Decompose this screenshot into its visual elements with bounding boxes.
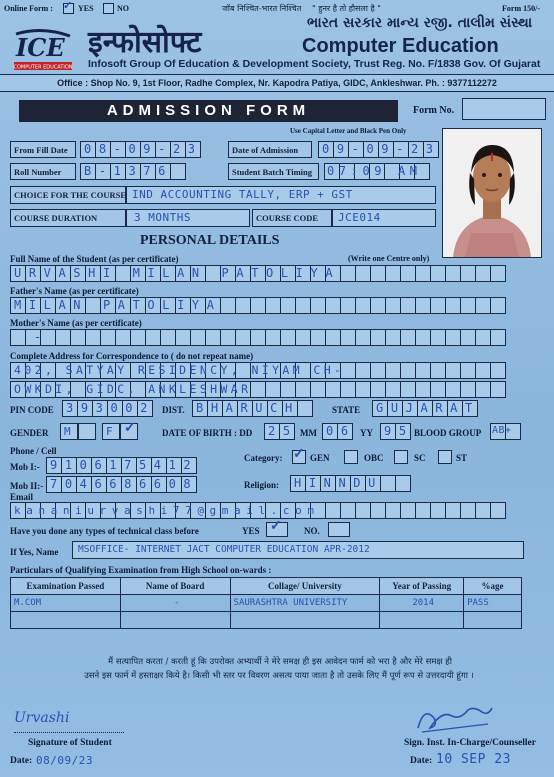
if-yes-label: If Yes, Name — [10, 547, 59, 557]
svg-text:ICE: ICE — [16, 33, 65, 62]
mother-name-label: Mother's Name (as per certificate) — [10, 318, 142, 328]
check-icon: ✓ — [63, 0, 73, 12]
email-value: kananiurvashi77@gmail.com — [14, 504, 320, 517]
mob2-value: 7046686608 — [50, 477, 199, 491]
form-fee: Form 150/- — [502, 4, 540, 13]
table-cell[interactable]: M.COM — [11, 595, 121, 612]
table-cell[interactable]: 2014 — [380, 595, 464, 612]
table-cell[interactable] — [11, 612, 121, 629]
table-row — [11, 595, 522, 612]
table-cell[interactable]: SAURASHTRA UNIVERSITY — [230, 595, 380, 612]
instruction-text: Use Capital Letter and Black Pen Only — [290, 127, 407, 135]
table-cell[interactable] — [380, 612, 464, 629]
address-label: Complete Address for Correspondence to ( do not repeat name) — [10, 351, 254, 361]
gender-f-value: F — [106, 425, 114, 438]
check-icon: ✓ — [270, 518, 282, 534]
student-signature-label: Signature of Student — [28, 738, 112, 748]
date-of-admission-label: Date of Admission — [228, 141, 312, 158]
student-date-value: 08/09/23 — [36, 754, 93, 767]
gender-m-value: M — [64, 425, 72, 438]
state-label: STATE — [332, 405, 361, 415]
district-value: BHARUCH — [196, 401, 300, 415]
address-line-1-value: 402, SATYAY RESIDENCY, NIYAM CH- — [14, 363, 345, 377]
student-photo — [442, 128, 542, 258]
from-fill-date-label: From Fill Date — [10, 141, 76, 158]
check-icon: ✓ — [124, 420, 136, 436]
table-cell[interactable] — [120, 612, 230, 629]
course-label: CHOICE FOR THE COURSE — [10, 186, 126, 204]
online-yes-label: YES — [78, 4, 94, 13]
duration-value: 3 MONTHS — [134, 211, 191, 224]
gender-label: GENDER — [10, 428, 49, 438]
course-value: IND ACCOUNTING TALLY, ERP + GST — [132, 188, 353, 201]
course-code-value: JCE014 — [338, 211, 381, 224]
counseller-date-label: Date: — [410, 756, 433, 766]
religion-value: HINNDU — [294, 476, 383, 490]
category-label: Category: — [244, 453, 283, 463]
form-no-label: Form No. — [413, 105, 455, 116]
category-st-checkbox[interactable] — [438, 450, 452, 464]
table-row — [11, 612, 522, 629]
blood-group-label: BLOOD GROUP — [414, 428, 482, 438]
dob-label: DATE OF BIRTH : DD — [162, 428, 253, 438]
mother-name-value: - — [34, 330, 49, 344]
technical-no-checkbox[interactable] — [328, 522, 350, 537]
full-name-label: Full Name of the Student (as per certificate) — [10, 254, 179, 264]
blood-group-value: AB+ — [492, 425, 512, 436]
office-line: Office : Shop No. 9, 1st Floor, Radhe Complex, Nr. Kapodra Patiya, GIDC, Ankleshwar. Ph. : 9377112272 — [0, 74, 554, 92]
brand-english: Computer Education — [302, 35, 499, 57]
dob-mm-label: MM — [300, 428, 317, 438]
table-header: Examination Passed — [11, 578, 121, 595]
phone-label: Phone / Cell — [10, 446, 57, 456]
technical-yes-label: YES — [242, 526, 260, 536]
infosoft-logo — [12, 24, 74, 72]
student-signature-line — [14, 732, 124, 733]
particulars-label: Particulars of Qualifying Examination from High School on-wards : — [10, 565, 272, 575]
category-st-label: ST — [456, 453, 468, 463]
category-obc-label: OBC — [364, 453, 384, 463]
table-header: Name of Board — [120, 578, 230, 595]
date-of-admission-value: 09-09-23 — [322, 142, 441, 156]
brand-hindi: इन्फोसोफ्ट — [88, 25, 202, 60]
dob-mm-value: 06 — [326, 424, 356, 438]
batch-timing-value: 07:09 AM — [327, 164, 422, 178]
write-one-note: (Write one Centre only) — [348, 254, 430, 263]
mob2-label: Mob II:- — [10, 481, 44, 491]
category-gen-label: GEN — [310, 453, 330, 463]
from-fill-date-value: 08-09-23 — [84, 142, 203, 156]
pin-code-value: 393002 — [66, 401, 155, 415]
table-cell[interactable]: PASS — [464, 595, 522, 612]
online-no-checkbox[interactable] — [103, 3, 114, 14]
svg-text:COMPUTER EDUCATION: COMPUTER EDUCATION — [13, 64, 73, 71]
counseller-date-value: 10 SEP 23 — [436, 752, 511, 767]
form-no-field[interactable] — [462, 98, 546, 120]
counseller-signature-label: Sign. Inst. In-Charge/Counseller — [404, 738, 536, 748]
qualification-table — [10, 577, 522, 629]
district-label: DIST. — [162, 405, 185, 415]
dob-dd-value: 25 — [268, 424, 298, 438]
dob-yy-label: YY — [360, 428, 373, 438]
if-yes-value: MSOFFICE- INTERNET JACT COMPUTER EDUCATION APR-2012 — [78, 544, 370, 555]
table-header: Year of Passing — [380, 578, 464, 595]
technical-question: Have you done any types of technical class before — [10, 526, 199, 536]
form-title: ADMISSION FORM — [19, 100, 398, 122]
state-value: GUJARAT — [376, 401, 480, 415]
declaration-line-2: उसने इस फार्म में हस्ताक्षर किये है। किसी भी स्तर पर विवरण असत्य पाया जाता है तो उसके लिए मैं पूर्ण रूप से उत्तरदायी हूंगा । — [84, 671, 474, 681]
roll-number-value: B-1376 — [84, 164, 173, 178]
full-name-value: URVASHI MILAN PATOLIYA — [14, 266, 341, 280]
mother-name-grid[interactable] — [10, 329, 505, 346]
student-date-label: Date: — [10, 756, 33, 766]
gender-m-check[interactable] — [78, 423, 96, 440]
gov-gujarati: ભારત સરકાર માન્ય રજી. તાલીમ સંસ્થા — [307, 15, 533, 31]
society-line: Infosoft Group Of Education & Development Society, Trust Reg. No. F/1838 Gov. Of Gujarat — [88, 58, 541, 70]
roll-number-label: Roll Number — [10, 163, 76, 180]
declaration-line-1: मैं सत्यापित करता / करती हूं कि उपरोक्त अभ्यार्थी ने मेरे समक्ष ही इस आवेदन फार्म को भरा है और मेरे समक्ष ही — [108, 657, 452, 667]
table-cell[interactable] — [230, 612, 380, 629]
mob1-value: 9106175412 — [50, 458, 199, 472]
category-obc-checkbox[interactable] — [344, 450, 358, 464]
personal-details-heading: PERSONAL DETAILS — [140, 233, 280, 248]
batch-timing-label: Student Batch Timing — [228, 163, 319, 180]
check-icon: ✓ — [293, 446, 305, 462]
father-name-value: MILAN PATOLIYA — [14, 298, 222, 312]
father-name-label: Father's Name (as per certificate) — [10, 286, 139, 296]
category-sc-checkbox[interactable] — [394, 450, 408, 464]
duration-label: COURSE DURATION — [10, 209, 126, 227]
table-header: Collage/ University — [230, 578, 380, 595]
table-cell[interactable]: - — [120, 595, 230, 612]
course-code-label: COURSE CODE — [252, 209, 332, 227]
motto-hindi: जॉब निश्चित-भारत निश्चित — [222, 4, 302, 13]
pin-code-label: PIN CODE — [10, 405, 54, 415]
address-line-2-value: OWKDI, GIDC, ANKLESHWAR — [14, 382, 252, 396]
online-no-label: NO — [117, 4, 129, 13]
table-header-row — [11, 578, 522, 595]
table-cell[interactable] — [464, 612, 522, 629]
email-label: Email — [10, 492, 34, 502]
table-header: %age — [464, 578, 522, 595]
counseller-signature — [412, 700, 496, 736]
religion-label: Religion: — [244, 480, 279, 490]
motto-hindi-2: " हुनर है तो हौसला है " — [312, 4, 381, 13]
technical-no-label: NO. — [304, 526, 320, 536]
online-form-label: Online Form : — [4, 4, 53, 13]
student-signature: Urvashi — [14, 710, 70, 726]
category-sc-label: SC — [414, 453, 426, 463]
dob-yy-value: 95 — [384, 424, 414, 438]
mob1-label: Mob I:- — [10, 462, 40, 472]
